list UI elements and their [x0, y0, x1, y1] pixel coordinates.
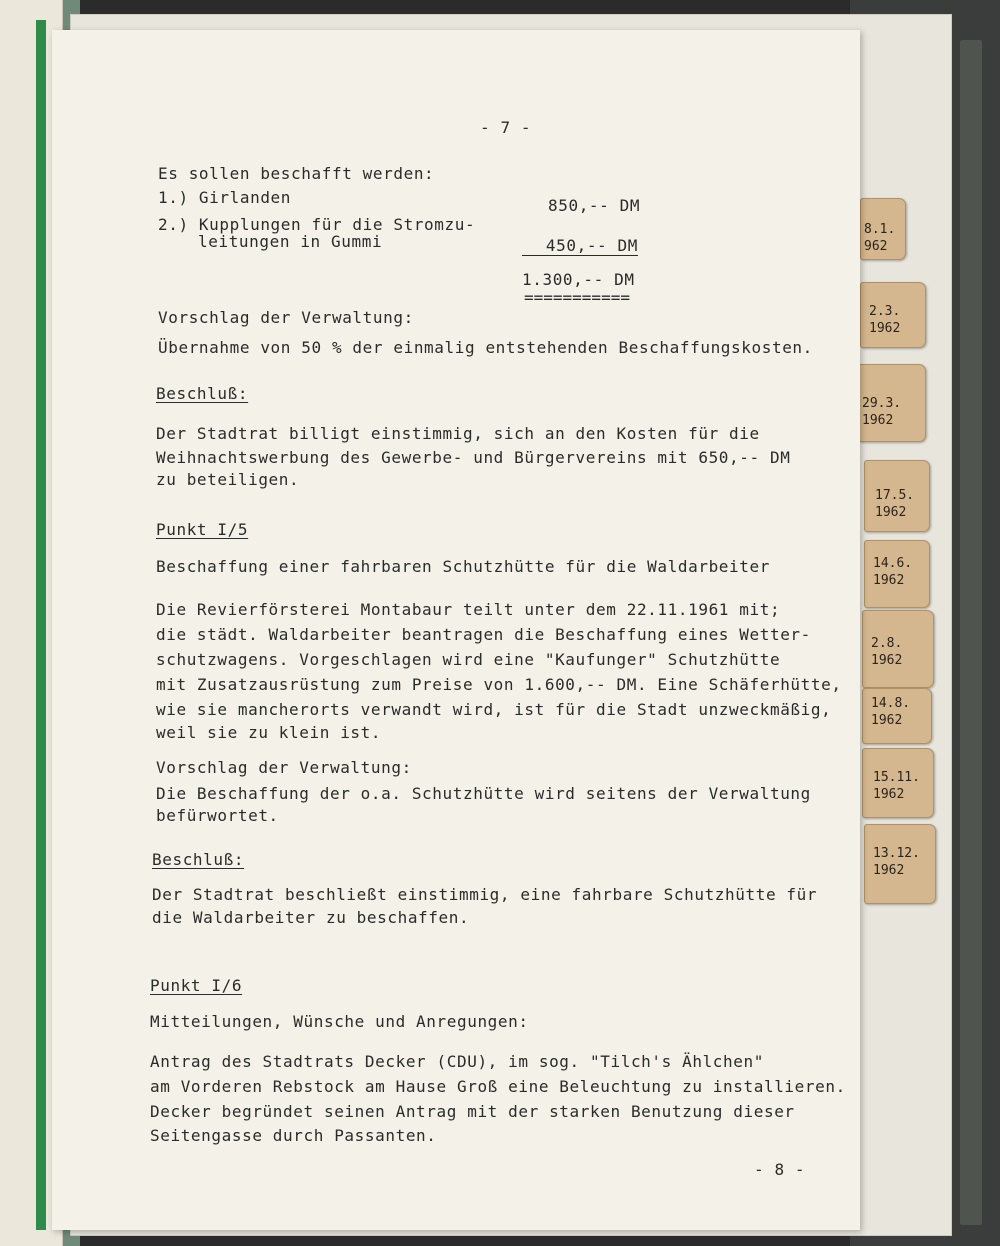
total-amount: 1.300,-- DM [522, 270, 635, 289]
point-5-proposal-line: Die Beschaffung der o.a. Schutzhütte wird seitens der Verwaltung [156, 784, 811, 803]
point-5-proposal-label: Vorschlag der Verwaltung: [156, 758, 412, 777]
item-girlanden: 1.) Girlanden [158, 188, 292, 207]
index-tab[interactable] [864, 460, 930, 532]
index-tab[interactable] [860, 198, 906, 260]
next-page-marker: - 8 - [754, 1160, 806, 1179]
decision-text-line: zu beteiligen. [156, 470, 300, 489]
index-tab-label: 8.1. 962 [864, 222, 896, 254]
point-5-text-line: weil sie zu klein ist. [156, 723, 382, 742]
decision-text-line: Der Stadtrat billigt einstimmig, sich an den Kosten für die [156, 424, 760, 443]
item-kupplungen-cont: leitungen in Gummi [198, 232, 383, 251]
decision-text-line: Weihnachtswerbung des Gewerbe- und Bürgervereins mit 650,-- DM [156, 448, 791, 467]
decision-2-heading: Beschluß: [152, 850, 245, 869]
decision-2-text-line: Der Stadtrat beschließt einstimmig, eine fahrbare Schutzhütte für [152, 885, 818, 904]
index-tab-label: 17.5. 1962 [875, 488, 915, 520]
index-tab[interactable] [858, 364, 926, 442]
point-5-proposal-line: befürwortet. [156, 806, 279, 825]
document-page [52, 30, 860, 1230]
index-tab[interactable] [862, 688, 932, 744]
proposal-text: Übernahme von 50 % der einmalig entstehenden Beschaffungskosten. [158, 338, 813, 357]
index-tab-label: 15.11. 1962 [873, 770, 920, 802]
binder-edge [960, 40, 982, 1225]
index-tab-label: 2.8. 1962 [871, 636, 903, 668]
point-6-text-line: Seitengasse durch Passanten. [150, 1126, 437, 1145]
point-5-text-line: Die Revierförsterei Montabaur teilt unter dem 22.11.1961 mit; [156, 600, 781, 619]
point-6-subject: Mitteilungen, Wünsche und Anregungen: [150, 1012, 529, 1031]
decision-heading: Beschluß: [156, 384, 249, 403]
point-5-text-line: mit Zusatzausrüstung zum Preise von 1.600,-- DM. Eine Schäferhütte, [156, 675, 842, 694]
index-tab-label: 14.6. 1962 [873, 556, 913, 588]
index-tab[interactable] [864, 540, 930, 608]
point-5-heading: Punkt I/5 [156, 520, 249, 539]
page-number: - 7 - [480, 118, 532, 137]
point-6-text-line: Decker begründet seinen Antrag mit der starken Benutzung dieser [150, 1102, 795, 1121]
point-6-text-line: Antrag des Stadtrats Decker (CDU), im sog. "Tilch's Ählchen" [150, 1052, 764, 1071]
item-kupplungen-amount: 450,-- DM [522, 236, 638, 256]
index-tab[interactable] [862, 748, 934, 818]
point-5-text-line: die städt. Waldarbeiter beantragen die Beschaffung eines Wetter- [156, 625, 811, 644]
total-double-rule: =========== [524, 288, 630, 307]
spine-binding [36, 20, 46, 1230]
index-tab-label: 2.3. 1962 [869, 304, 901, 336]
index-tab[interactable] [862, 610, 934, 688]
item-kupplungen: 2.) Kupplungen für die Stromzu- [158, 215, 476, 234]
index-tab-label: 29.3. 1962 [862, 396, 902, 428]
index-tab[interactable] [864, 824, 936, 904]
point-6-heading: Punkt I/6 [150, 976, 243, 995]
point-5-text-line: schutzwagens. Vorgeschlagen wird eine "Kaufunger" Schutzhütte [156, 650, 781, 669]
point-5-subject: Beschaffung einer fahrbaren Schutzhütte für die Waldarbeiter [156, 557, 770, 576]
point-5-text-line: wie sie mancherorts verwandt wird, ist für die Stadt unzweckmäßig, [156, 700, 832, 719]
index-tab[interactable] [860, 282, 926, 348]
proposal-label: Vorschlag der Verwaltung: [158, 308, 414, 327]
decision-2-text-line: die Waldarbeiter zu beschaffen. [152, 908, 470, 927]
intro-heading: Es sollen beschafft werden: [158, 164, 435, 183]
item-girlanden-amount: 850,-- DM [548, 196, 641, 215]
point-6-text-line: am Vorderen Rebstock am Hause Groß eine Beleuchtung zu installieren. [150, 1077, 846, 1096]
index-tab-label: 14.8. 1962 [871, 696, 911, 728]
index-tab-label: 13.12. 1962 [873, 846, 920, 878]
